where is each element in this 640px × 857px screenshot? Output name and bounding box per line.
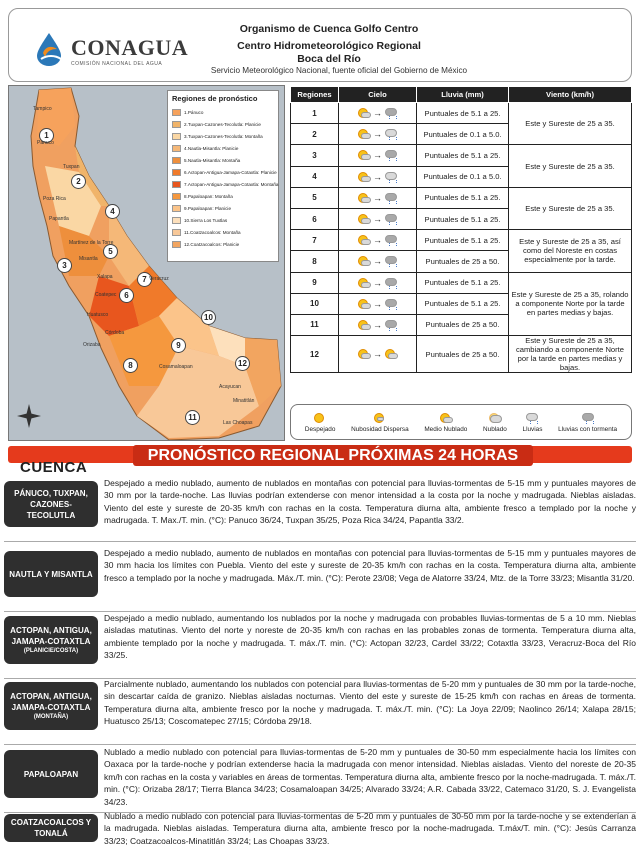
clear-icon <box>313 412 327 424</box>
cloud-shape <box>361 282 371 288</box>
cloud-shape <box>388 353 398 359</box>
legend-label: 1.Pánuco <box>184 109 204 115</box>
table-row <box>291 272 632 293</box>
region-marker-8: 8 <box>123 358 138 373</box>
legend-swatch <box>172 109 181 116</box>
map-place-label: Veracruz <box>149 276 169 282</box>
region-marker-3: 3 <box>57 258 72 273</box>
org-title: Organismo de Cuenca Golfo Centro <box>239 23 419 35</box>
cloud-shape <box>385 256 397 264</box>
legend-item <box>172 118 274 130</box>
region-number: 1 <box>291 103 339 124</box>
region-number: 6 <box>291 208 339 229</box>
storm-icon <box>384 192 398 204</box>
table-row <box>291 187 632 208</box>
arrow-icon: → <box>373 235 382 246</box>
legend-item <box>172 130 274 142</box>
arrow-icon: → <box>373 108 382 119</box>
region-marker-10: 10 <box>201 310 216 325</box>
legend-swatch <box>172 133 181 140</box>
basin-name: ACTOPAN, ANTIGUA, JAMAPA-COTAXTLA <box>10 692 92 712</box>
basin-row <box>4 477 636 539</box>
sky-transition <box>341 192 414 204</box>
legend-label: 10.Sierra Los Tuxtlas <box>184 217 228 223</box>
table-row <box>291 336 632 373</box>
arrow-icon: → <box>373 171 382 182</box>
wind-cell: Este y Sureste de 25 a 35. <box>509 187 632 229</box>
rain-shape <box>530 421 538 424</box>
storm-icon <box>384 319 398 331</box>
map-place-label: Córdoba <box>105 330 125 336</box>
partly-icon <box>357 298 371 310</box>
basin-name: PAPALOAPAN <box>23 769 79 779</box>
region-number: 8 <box>291 251 339 272</box>
storm-icon <box>384 107 398 119</box>
wind-cell: Este y Sureste de 25 a 35, cambiando a componente Norte por la tarde en partes medias y bajas. <box>509 336 632 373</box>
region-number: 10 <box>291 293 339 314</box>
sky-transition <box>341 234 414 246</box>
basin-row <box>4 678 636 742</box>
legend-label: 5.Nautla-Misantla: Montaña <box>184 157 241 163</box>
storm-icon <box>384 234 398 246</box>
cloud-shape <box>385 235 397 243</box>
cloud-shape <box>361 197 371 203</box>
sky-cell <box>339 230 417 251</box>
col-viento: Viento (km/h) <box>509 87 632 103</box>
cloud-shape <box>361 260 371 266</box>
arrow-icon: → <box>373 214 382 225</box>
compass-icon <box>17 404 41 428</box>
cloud-shape <box>385 278 397 286</box>
sky-cell <box>339 166 417 187</box>
region-marker-6: 6 <box>119 288 134 303</box>
arrow-icon: → <box>373 129 382 140</box>
legend-label: 2.Tuxpan-Cazones-Tecolutla: Planicie <box>184 121 261 127</box>
icon-legend-item <box>483 412 507 433</box>
wind-cell: Este y Sureste de 25 a 35. <box>509 103 632 145</box>
cloud-shape <box>361 133 371 139</box>
wind-cell: Este y Sureste de 25 a 35, rolando a componente Norte por la tarde en partes medias y bajas. <box>509 272 632 336</box>
basin-forecast-text: Despejado a medio nublado, aumento de nublados en montañas con potencial para lluvias-tormentas de 5-15 mm y puntuales mayores de 30 mm hacia los límites con Puebla. Viento del este y sureste de 20-35 km/h con rachas en la costa. Temperatura diurna alta, ambiente fresco a templado por la noche y madrugada. Máx./T. min. (°C): Perote 23/08; Vega de Alatorre 33/24, Mtz. de la Torre 33/23; Misantla 31/20. <box>104 548 636 583</box>
partly-icon <box>357 192 371 204</box>
arrow-icon: → <box>373 192 382 203</box>
legend-swatch <box>172 241 181 248</box>
header-footer: Servicio Meteorológico Nacional, fuente oficial del Gobierno de México <box>210 66 468 75</box>
cloud-shape <box>361 324 371 330</box>
rain-cell: Puntuales de 5.1 a 25. <box>417 230 509 251</box>
sky-transition <box>341 171 414 183</box>
rain-shape <box>389 158 397 161</box>
water-drop-logo-icon <box>31 31 67 67</box>
arrow-icon: → <box>373 150 382 161</box>
sky-cell <box>339 124 417 145</box>
map-place-label: Tampico <box>33 106 52 112</box>
icon-legend-item <box>351 412 409 433</box>
map-place-label: Las Choapas <box>223 420 253 426</box>
storm-icon <box>384 298 398 310</box>
basin-label <box>4 616 98 664</box>
rain-shape <box>389 137 397 140</box>
cloud-shape <box>443 417 453 423</box>
sky-transition <box>341 128 414 140</box>
section-title-cuenca: CUENCA <box>20 459 88 476</box>
legend-label: 7.Actopan-Antigua-Jamapa-Cotaxtla: Montaña <box>184 181 279 187</box>
legend-label: 8.Papaloapan: Montaña <box>184 193 233 199</box>
arrow-icon: → <box>373 256 382 267</box>
legend-label: 11.Coatzacoalcos: Montaña <box>184 229 241 235</box>
basin-label <box>4 814 98 842</box>
center-title: Centro Hidrometeorológico Regional <box>237 40 421 52</box>
rain-icon <box>384 171 398 183</box>
legend-label: 6.Actopan-Antigua-Jamapa-Cotaxtla: Planicie <box>184 169 277 175</box>
legend-swatch <box>172 217 181 224</box>
sky-cell <box>339 293 417 314</box>
map-place-label: Coatepec <box>95 292 117 298</box>
rain-cell: Puntuales de 0.1 a 5.0. <box>417 166 509 187</box>
legend-item <box>172 214 274 226</box>
scattered-icon <box>373 412 387 424</box>
map-place-label: Misantla <box>79 256 98 262</box>
cloud-shape <box>526 413 538 421</box>
icon-legend-label: Medio Nublado <box>424 425 468 433</box>
rain-shape <box>389 328 397 331</box>
forecast-table <box>290 86 632 373</box>
legend-swatch <box>172 157 181 164</box>
storm-icon <box>384 255 398 267</box>
sky-cell <box>339 251 417 272</box>
map-legend <box>167 90 279 262</box>
header-titles <box>199 23 459 66</box>
forecast-map <box>8 85 285 441</box>
cloud-shape <box>377 417 384 421</box>
legend-item <box>172 106 274 118</box>
rain-shape <box>389 201 397 204</box>
legend-item <box>172 154 274 166</box>
legend-swatch <box>172 205 181 212</box>
legend-item <box>172 226 274 238</box>
basin-forecast-text: Nublado a medio nublado con potencial para lluvias-tormentas de 5-20 mm y puntuales de 30-50 mm por la tarde-noche y se extenderían a la madrugada. Nieblas aisladas. Temperatura diurna alta, ambiente fresco por la noche-madrugada. T.máx/T. min. (°C): Jesús Carranza 33/23; Coatzacoalcos-Minatitlán 33/24; Las Choapas 33/23. <box>104 811 636 846</box>
map-place-label: Orizaba <box>83 342 101 348</box>
basin-row <box>4 547 636 609</box>
arrow-icon: → <box>373 319 382 330</box>
cloud-shape <box>361 176 371 182</box>
basin-row <box>4 810 636 854</box>
row-separator <box>4 744 636 745</box>
icon-legend-label: Lluvias <box>522 425 543 433</box>
icon-legend-label: Lluvias con tormenta <box>558 425 618 433</box>
rain-shape <box>389 286 397 289</box>
map-place-label: Xalapa <box>97 274 113 280</box>
icon-legend-label: Nublado <box>483 425 507 433</box>
logo-subtitle: COMISIÓN NACIONAL DEL AGUA <box>71 61 163 67</box>
region-marker-1: 1 <box>39 128 54 143</box>
sky-cell <box>339 145 417 166</box>
basin-forecast-text: Nublado a medio nublado con potencial para lluvias-tormentas de 5-20 mm y puntuales de 30-50 mm especialmente hacia los límites con Oaxaca por la tarde-noche y podrían extenderse hacia la madrugada con menor intensidad. Nieblas aisladas. Viento del noreste de 20-35 km/h con rachas en la costa y variables en áreas de tormentas. Temperatura diurna alta, ambiente fresco por la noche-madrugada. T. máx./T. min. (°C): Orizaba 28/17; Tierra Blanca 34/23; Cosamaloapan 34/25; Alvarado 33/24; A.R. Cabada 33/22, Catemaco 31/20, S. J. Evangelista 34/23. <box>104 747 636 807</box>
region-number: 2 <box>291 124 339 145</box>
basin-forecast-text: Despejado a medio nublado, aumentando los nublados por la noche y madrugada con probables lluvias-tormentas de 5 a 10 mm. Nieblas aisladas matutinas. Viento del norte y noreste de 20-35 km/h con rachas en las probables zonas de tormenta. Temperatura diurna alta, ambiente templado por la noche y madrugada. T. máx./T. min. (°C): Actopan 32/23, Cardel 33/22; Cotaxtla 33/23, Veracruz-Boca del Río 33/25. <box>104 613 636 661</box>
icon-legend-item <box>523 412 543 433</box>
sky-cell <box>339 208 417 229</box>
row-separator <box>4 541 636 542</box>
partly-icon <box>357 128 371 140</box>
map-place-label: Cosamaloapan <box>159 364 193 370</box>
basin-note: (MONTAÑA) <box>33 714 69 720</box>
partly-icon <box>357 319 371 331</box>
place-title: Boca del Río <box>297 53 361 65</box>
sky-cell <box>339 336 417 373</box>
rain-cell: Puntuales de 5.1 a 25. <box>417 103 509 124</box>
basin-name: ACTOPAN, ANTIGUA, JAMAPA-COTAXTLA <box>10 626 92 646</box>
sun-shape <box>314 413 324 423</box>
basin-name: NAUTLA Y MISANTLA <box>9 569 93 579</box>
legend-item <box>172 190 274 202</box>
partly-icon <box>357 348 371 360</box>
map-place-label: Pánuco <box>37 140 54 146</box>
legend-swatch <box>172 121 181 128</box>
basin-forecast-text: Despejado a medio nublado, aumento de nublados en montañas con potencial para lluvias-tormentas de 5-15 mm y puntuales mayores de 30 mm por la tarde-noche. Las lluvias podrían extenderse con menor intensidad a la costa por la noche y madrugada. Nieblas aisladas. Viento del este y sureste de 20-35 km/h con rachas en la costa. Temperatura diurna alta, ambiente fresco a templado por la noche y madrugada. T. Max./T. min. (°C): Panuco 36/24, Tuxpan 35/25, Poza Rica 34/24, Papantla 33/2. <box>104 478 636 526</box>
storm-icon <box>581 412 595 424</box>
cloud-shape <box>361 112 371 118</box>
partly-icon <box>357 277 371 289</box>
rain-cell: Puntuales de 25 a 50. <box>417 251 509 272</box>
region-number: 7 <box>291 230 339 251</box>
sky-transition <box>341 107 414 119</box>
sky-transition <box>341 255 414 267</box>
basin-row <box>4 746 636 810</box>
partly-icon <box>439 412 453 424</box>
table-row <box>291 103 632 124</box>
banner-strip <box>8 446 632 463</box>
legend-swatch <box>172 229 181 236</box>
basin-name: COATZACOALCOS Y TONALÁ <box>10 818 92 838</box>
rain-cell: Puntuales de 25 a 50. <box>417 314 509 335</box>
sky-transition <box>341 277 414 289</box>
storm-icon <box>384 149 398 161</box>
legend-item <box>172 166 277 178</box>
partly-icon <box>357 149 371 161</box>
cloud-shape <box>361 303 371 309</box>
region-marker-2: 2 <box>71 174 86 189</box>
map-place-label: Tuxpan <box>63 164 80 170</box>
rain-icon <box>525 412 539 424</box>
sky-transition <box>341 213 414 225</box>
legend-label: 12.Coatzacoalcos: Planicie <box>184 241 240 247</box>
region-marker-5: 5 <box>103 244 118 259</box>
cloudy-icon <box>488 412 502 424</box>
icon-legend-item <box>424 412 467 433</box>
region-number: 11 <box>291 314 339 335</box>
rain-cell: Puntuales de 5.1 a 25. <box>417 145 509 166</box>
map-place-label: Minatitlán <box>233 398 255 404</box>
sky-transition <box>341 298 414 310</box>
legend-swatch <box>172 181 181 188</box>
region-marker-11: 11 <box>185 410 200 425</box>
region-number: 9 <box>291 272 339 293</box>
map-place-label: Papantla <box>49 216 69 222</box>
legend-item <box>172 142 274 154</box>
legend-label: 3.Tuxpan-Cazones-Tecolutla: Montaña <box>184 133 263 139</box>
cloud-shape <box>385 129 397 137</box>
rain-shape <box>389 307 397 310</box>
sky-transition <box>341 348 414 360</box>
cloud-shape <box>385 193 397 201</box>
cloud-shape <box>361 239 371 245</box>
rain-cell: Puntuales de 5.1 a 25. <box>417 272 509 293</box>
region-marker-12: 12 <box>235 356 250 371</box>
icon-legend-item <box>305 412 336 433</box>
region-marker-9: 9 <box>171 338 186 353</box>
rain-cell: Puntuales de 25 a 50. <box>417 336 509 373</box>
legend-label: 9.Papaloapan: Planicie <box>184 205 231 211</box>
icon-legend-label: Despejado <box>304 425 336 433</box>
sky-transition <box>341 319 414 331</box>
map-place-label: Martínez de la Torre <box>69 240 114 246</box>
legend-label: 4.Nautla-Misantla: Planicie <box>184 145 239 151</box>
rain-shape <box>389 180 397 183</box>
wind-cell: Este y Sureste de 25 a 35. <box>509 145 632 187</box>
rain-shape <box>389 264 397 267</box>
basin-forecast-text: Parcialmente nublado, aumentando los nublados con potencial para lluvias-tormentas de 5-20 mm y puntuales de 30 mm por la tarde-noche, sin descartar caída de granizo. Nieblas aisladas nocturnas. Viento del este y sureste de 15-25 km/h con rachas en áreas de tormenta. Temperatura diurna alta, ambiente fresco por la noche y madrugada. T. máx./T. min. (°C): La Joya 22/09; Naolinco 26/14; Xalapa 28/15; Huatusco 25/13; Coscomatepec 27/15; Córdoba 29/18. <box>104 679 636 727</box>
partly-icon <box>357 234 371 246</box>
sky-cell <box>339 187 417 208</box>
icon-legend-item <box>558 412 617 433</box>
basin-row <box>4 612 636 676</box>
basin-label <box>4 481 98 527</box>
cloud-shape <box>385 320 397 328</box>
cloud-shape <box>385 150 397 158</box>
partly-icon <box>357 107 371 119</box>
col-lluvia: Lluvia (mm) <box>417 87 509 103</box>
cloud-shape <box>385 108 397 116</box>
cloud-shape <box>385 214 397 222</box>
arrow-icon: → <box>373 298 382 309</box>
table-row <box>291 145 632 166</box>
map-place-label: Acayucan <box>219 384 241 390</box>
cloud-shape <box>582 413 594 421</box>
region-marker-7: 7 <box>137 272 152 287</box>
legend-item <box>172 238 274 250</box>
sky-transition <box>341 149 414 161</box>
legend-swatch <box>172 169 181 176</box>
legend-item <box>172 202 274 214</box>
banner-title: PRONÓSTICO REGIONAL PRÓXIMAS 24 HORAS <box>133 445 533 466</box>
sky-cell <box>339 272 417 293</box>
rain-cell: Puntuales de 0.1 a 5.0. <box>417 124 509 145</box>
partly-icon <box>384 348 398 360</box>
region-number: 4 <box>291 166 339 187</box>
cloud-shape <box>385 299 397 307</box>
rain-shape <box>586 421 594 424</box>
rain-shape <box>389 243 397 246</box>
logo-name: CONAGUA <box>71 35 189 60</box>
col-cielo: Cielo <box>339 87 417 103</box>
sky-cell <box>339 314 417 335</box>
partly-icon <box>357 171 371 183</box>
map-place-label: Poza Rica <box>43 196 66 202</box>
basin-label <box>4 682 98 730</box>
rain-shape <box>389 116 397 119</box>
legend-swatch <box>172 145 181 152</box>
arrow-icon: → <box>373 277 382 288</box>
region-number: 12 <box>291 336 339 373</box>
table-header-row <box>291 87 632 103</box>
cloud-shape <box>361 218 371 224</box>
arrow-icon: → <box>373 349 382 360</box>
region-marker-4: 4 <box>105 204 120 219</box>
rain-cell: Puntuales de 5.1 a 25. <box>417 208 509 229</box>
basin-note: (PLANICIE/COSTA) <box>23 648 79 654</box>
rain-icon <box>384 128 398 140</box>
icon-legend-label: Nubosidad Dispersa <box>351 425 409 433</box>
partly-icon <box>357 213 371 225</box>
legend-title: Regiones de pronóstico <box>172 94 258 103</box>
sky-icon-legend <box>290 404 632 440</box>
basin-label <box>4 551 98 597</box>
map-place-label: Huatusco <box>87 312 109 318</box>
cloud-shape <box>361 353 371 359</box>
sky-cell <box>339 103 417 124</box>
cloud-shape <box>490 415 502 423</box>
rain-cell: Puntuales de 5.1 a 25. <box>417 293 509 314</box>
storm-icon <box>384 213 398 225</box>
cloud-shape <box>385 172 397 180</box>
legend-swatch <box>172 193 181 200</box>
col-regiones: Regiones <box>291 87 339 103</box>
region-number: 3 <box>291 145 339 166</box>
storm-icon <box>384 277 398 289</box>
rain-cell: Puntuales de 5.1 a 25. <box>417 187 509 208</box>
region-number: 5 <box>291 187 339 208</box>
conagua-logo <box>31 31 191 71</box>
table-row <box>291 230 632 251</box>
legend-item <box>172 178 279 190</box>
partly-icon <box>357 255 371 267</box>
wind-cell: Este y Sureste de 25 a 35, así como del Noreste en costas especialmente por la tarde. <box>509 230 632 272</box>
rain-shape <box>389 222 397 225</box>
header-box <box>8 8 632 82</box>
basin-label <box>4 750 98 798</box>
basin-name: PÁNUCO, TUXPAN, CAZONES-TECOLUTLA <box>14 488 88 520</box>
cloud-shape <box>361 154 371 160</box>
